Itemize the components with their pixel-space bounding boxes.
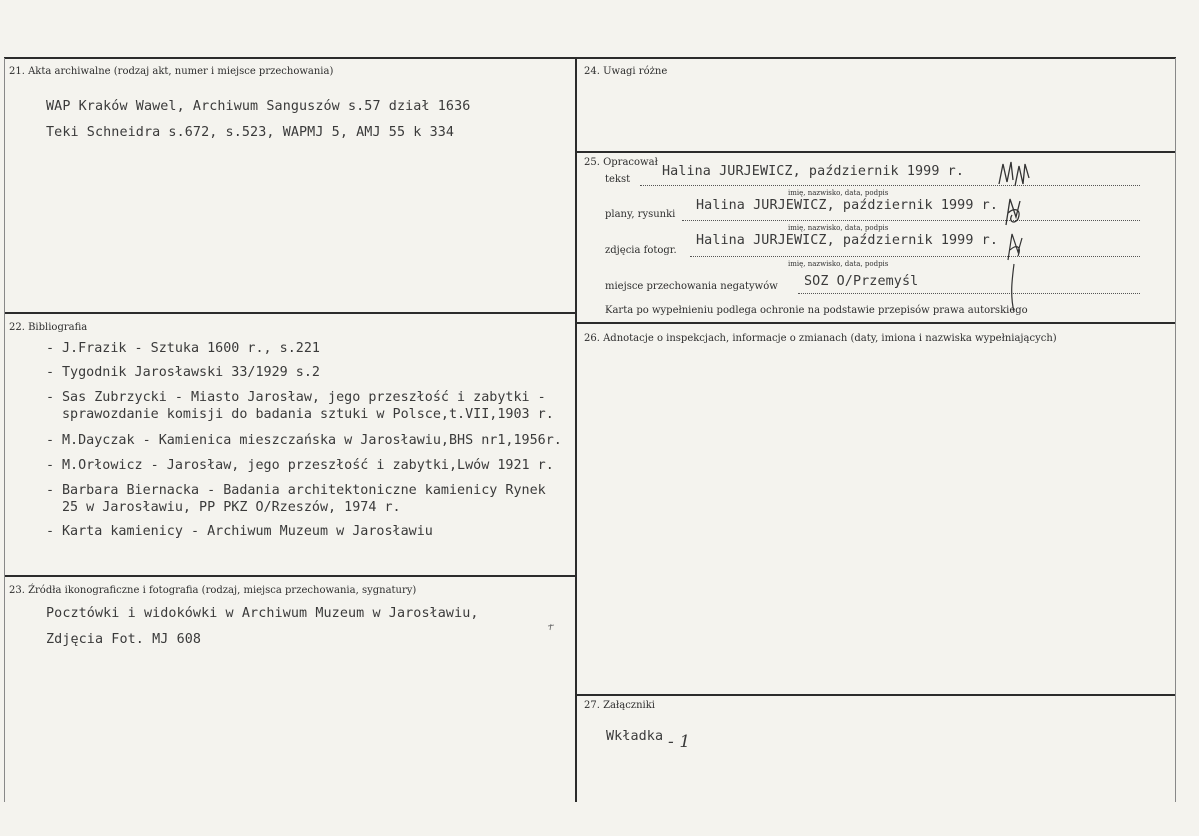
section-23-line-1: Pocztówki i widokówki w Archiwum Muzeum w Jarosławiu, (46, 606, 479, 621)
section-23-line-2: Zdjęcia Fot. MJ 608 (46, 632, 202, 647)
attachment-handwritten: - 1 (668, 732, 691, 752)
bibliography-item: - J.Frazik - Sztuka 1600 r., s.221 (46, 341, 320, 356)
bibliography-item: - Karta kamienicy - Archiwum Muzeum w Jarosławiu (46, 524, 433, 539)
tekst-value: Halina JURJEWICZ, październik 1999 r. (662, 164, 964, 179)
zdjecia-caption: imię, nazwisko, data, podpis (788, 260, 889, 268)
right-divider-25 (576, 151, 1176, 153)
section-25-label: 25. Opracował (584, 157, 658, 168)
signature-mark (995, 158, 1035, 190)
section-21-line-1: WAP Kraków Wawel, Archiwum Sanguszów s.57 dział 1636 (46, 99, 471, 114)
signature-mark (1000, 195, 1030, 229)
bibliography-item: - M.Orłowicz - Jarosław, jego przeszłość i zabytki,Lwów 1921 r. (46, 458, 554, 473)
bibliography-item: - Tygodnik Jarosławski 33/1929 s.2 (46, 365, 320, 380)
tekst-label: tekst (605, 174, 631, 185)
bibliography-item: - Sas Zubrzycki - Miasto Jarosław, jego przeszłość i zabytki - sprawozdanie komisji do badania sztuki w Polsce,t.VII,1903 r. (46, 390, 554, 422)
section-24-label: 24. Uwagi różne (584, 66, 668, 77)
section-23-label: 23. Źródła ikonograficzne i fotografia (rodzaj, miejsca przechowania, sygnatury) (9, 585, 417, 596)
center-divider (575, 58, 577, 802)
plany-label: plany, rysunki (605, 209, 676, 220)
plany-caption: imię, nazwisko, data, podpis (788, 224, 889, 232)
right-divider-26 (576, 322, 1176, 324)
section-21-line-2: Teki Schneidra s.672, s.523, WAPMJ 5, AMJ 55 k 334 (46, 125, 455, 140)
negatyw-label: miejsce przechowania negatywów (605, 281, 778, 292)
section-22-label: 22. Bibliografia (9, 322, 88, 333)
zdjecia-label: zdjęcia fotogr. (605, 245, 677, 256)
section-27-label: 27. Załączniki (584, 700, 655, 711)
attachment-value: Wkładka (606, 729, 664, 744)
stray-mark (546, 622, 556, 632)
signature-mark (1000, 230, 1030, 320)
negatyw-value: SOZ O/Przemyśl (804, 274, 919, 289)
tekst-caption: imię, nazwisko, data, podpis (788, 189, 889, 197)
top-border (4, 57, 1176, 59)
left-edge (4, 58, 5, 802)
zdjecia-dotted-line (690, 256, 1140, 257)
right-edge (1175, 58, 1176, 802)
plany-value: Halina JURJEWICZ, październik 1999 r. (696, 198, 998, 213)
left-divider-22 (4, 312, 576, 314)
section-21-label: 21. Akta archiwalne (rodzaj akt, numer i miejsce przechowania) (9, 66, 334, 77)
copyright-note: Karta po wypełnieniu podlega ochronie na podstawie przepisów prawa autorskiego (605, 305, 1028, 316)
zdjecia-value: Halina JURJEWICZ, październik 1999 r. (696, 233, 998, 248)
negatyw-dotted-line (798, 293, 1140, 294)
section-26-label: 26. Adnotacje o inspekcjach, informacje o zmianach (daty, imiona i nazwiska wypełniających) (584, 333, 1057, 344)
bibliography-item: - M.Dayczak - Kamienica mieszczańska w Jarosławiu,BHS nr1,1956r. (46, 433, 562, 448)
bibliography-item: - Barbara Biernacka - Badania architektoniczne kamienicy Rynek 25 w Jarosławiu, PP PKZ O/Rzeszów, 1974 r. (46, 483, 546, 515)
plany-dotted-line (682, 220, 1140, 221)
left-divider-23 (4, 575, 576, 577)
right-divider-27 (576, 694, 1176, 696)
tekst-dotted-line (640, 185, 1140, 186)
